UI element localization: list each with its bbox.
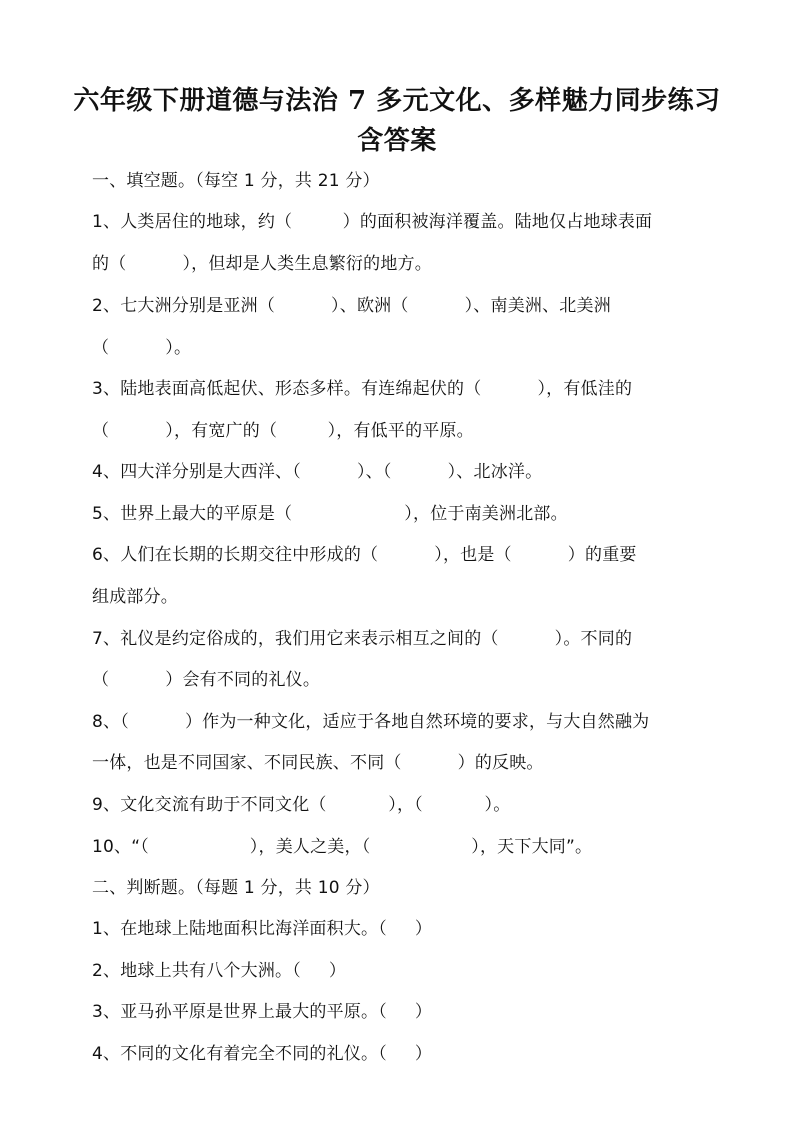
question-line: 组成部分。	[92, 587, 178, 607]
question-line: 3、陆地表面高低起伏、形态多样。有连绵起伏的（ ），有低洼的	[92, 379, 633, 399]
question-line: 7、礼仪是约定俗成的，我们用它来表示相互之间的（ ）。不同的	[92, 629, 633, 649]
question-line: 6、人们在长期的长期交往中形成的（ ），也是（ ）的重要	[92, 545, 637, 565]
question-line: 一体，也是不同国家、不同民族、不同（ ）的反映。	[92, 753, 544, 773]
question-line: 4、不同的文化有着完全不同的礼仪。（ ）	[92, 1044, 433, 1064]
question-line: 2、七大洲分别是亚洲（ ）、欧洲（ ）、南美洲、北美洲	[92, 296, 611, 316]
question-line: 1、人类居住的地球，约（ ）的面积被海洋覆盖。陆地仅占地球表面	[92, 212, 653, 232]
question-line: 3、亚马孙平原是世界上最大的平原。（ ）	[92, 1002, 433, 1022]
question-line: 8、（ ）作为一种文化，适应于各地自然环境的要求，与大自然融为	[92, 712, 650, 732]
question-line: 10、“（ ），美人之美，（ ），天下大同”。	[92, 837, 593, 857]
question-line: 的（ ），但却是人类生息繁衍的地方。	[92, 254, 432, 274]
question-line: 9、文化交流有助于不同文化（ ），（ ）。	[92, 795, 511, 815]
section-2-heading: 二、判断题。（每题 1 分，共 10 分）	[92, 878, 380, 898]
question-line: 2、地球上共有八个大洲。（ ）	[92, 961, 347, 981]
question-line: （ ）。	[92, 338, 192, 358]
question-line: （ ）会有不同的礼仪。	[92, 670, 321, 690]
question-line: 4、四大洋分别是大西洋、（ ）、（ ）、北冰洋。	[92, 462, 543, 482]
question-line: 1、在地球上陆地面积比海洋面积大。（ ）	[92, 919, 433, 939]
worksheet-title-line-1: 六年级下册道德与法治 7 多元文化、多样魅力同步练习	[73, 86, 721, 116]
question-line: （ ），有宽广的（ ），有低平的平原。	[92, 421, 474, 441]
section-1-heading: 一、填空题。（每空 1 分，共 21 分）	[92, 171, 380, 191]
question-line: 5、世界上最大的平原是（ ），位于南美洲北部。	[92, 504, 568, 524]
worksheet-title-line-2: 含答案	[357, 126, 437, 156]
